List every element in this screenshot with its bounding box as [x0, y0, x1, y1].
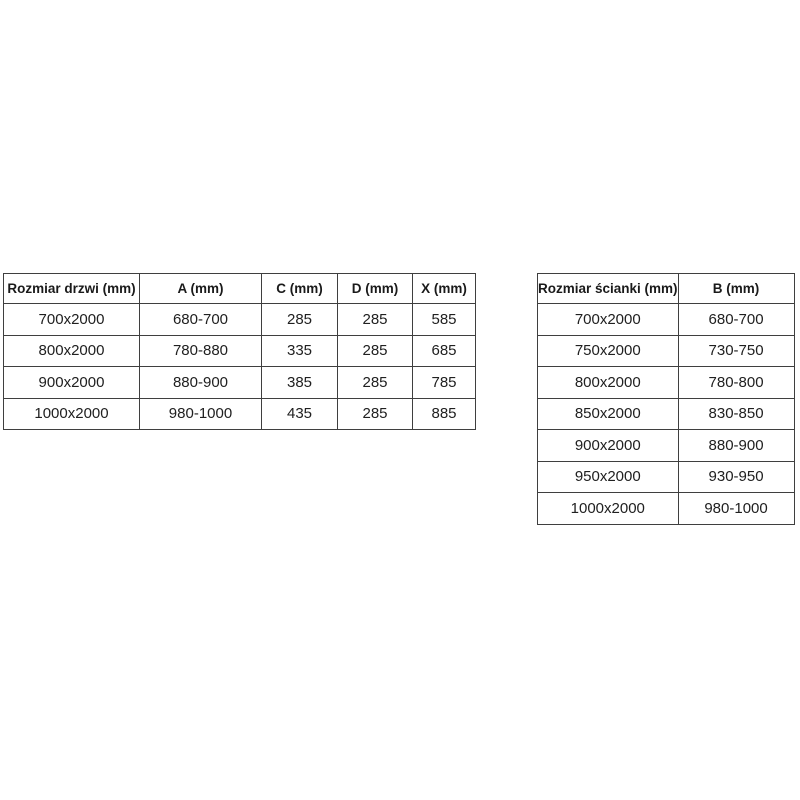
walls-table-header-row — [538, 274, 795, 304]
table-cell: 285 — [338, 335, 413, 367]
table-row — [538, 335, 795, 367]
table-cell: 880-900 — [678, 430, 794, 462]
table-cell: 750x2000 — [538, 335, 679, 367]
table-header-cell: D (mm) — [338, 274, 413, 304]
table-cell: 850x2000 — [538, 398, 679, 430]
table-row — [538, 304, 795, 336]
table-row — [4, 398, 476, 430]
table-row — [4, 304, 476, 336]
table-cell: 680-700 — [140, 304, 262, 336]
wall-size-table — [537, 273, 795, 525]
table-cell: 285 — [338, 367, 413, 399]
table-cell: 730-750 — [678, 335, 794, 367]
table-cell: 285 — [338, 304, 413, 336]
table-cell: 950x2000 — [538, 461, 679, 493]
table-row — [538, 367, 795, 399]
table-row — [538, 493, 795, 525]
table-row — [4, 335, 476, 367]
table-cell: 930-950 — [678, 461, 794, 493]
table-cell: 900x2000 — [4, 367, 140, 399]
table-cell: 700x2000 — [4, 304, 140, 336]
table-header-cell: X (mm) — [413, 274, 476, 304]
table-cell: 785 — [413, 367, 476, 399]
table-header-cell: A (mm) — [140, 274, 262, 304]
table-cell: 980-1000 — [678, 493, 794, 525]
table-cell: 1000x2000 — [4, 398, 140, 430]
table-row — [538, 461, 795, 493]
table-cell: 585 — [413, 304, 476, 336]
table-header-cell: Rozmiar ścianki (mm) — [538, 274, 679, 304]
table-cell: 800x2000 — [538, 367, 679, 399]
table-cell: 700x2000 — [538, 304, 679, 336]
table-cell: 980-1000 — [140, 398, 262, 430]
table-header-cell: B (mm) — [678, 274, 794, 304]
doors-size-table-container — [3, 273, 476, 430]
table-cell: 900x2000 — [538, 430, 679, 462]
table-cell: 885 — [413, 398, 476, 430]
table-row — [4, 367, 476, 399]
table-cell: 335 — [262, 335, 338, 367]
table-cell: 880-900 — [140, 367, 262, 399]
table-cell: 435 — [262, 398, 338, 430]
table-cell: 780-880 — [140, 335, 262, 367]
table-cell: 830-850 — [678, 398, 794, 430]
table-header-cell: C (mm) — [262, 274, 338, 304]
table-header-cell: Rozmiar drzwi (mm) — [4, 274, 140, 304]
table-cell: 285 — [262, 304, 338, 336]
table-cell: 780-800 — [678, 367, 794, 399]
table-cell: 285 — [338, 398, 413, 430]
table-row — [538, 398, 795, 430]
table-cell: 800x2000 — [4, 335, 140, 367]
table-row — [538, 430, 795, 462]
table-cell: 685 — [413, 335, 476, 367]
doors-table-header-row — [4, 274, 476, 304]
wall-size-table-container — [537, 273, 795, 525]
table-cell: 385 — [262, 367, 338, 399]
table-cell: 680-700 — [678, 304, 794, 336]
doors-size-table — [3, 273, 476, 430]
table-cell: 1000x2000 — [538, 493, 679, 525]
